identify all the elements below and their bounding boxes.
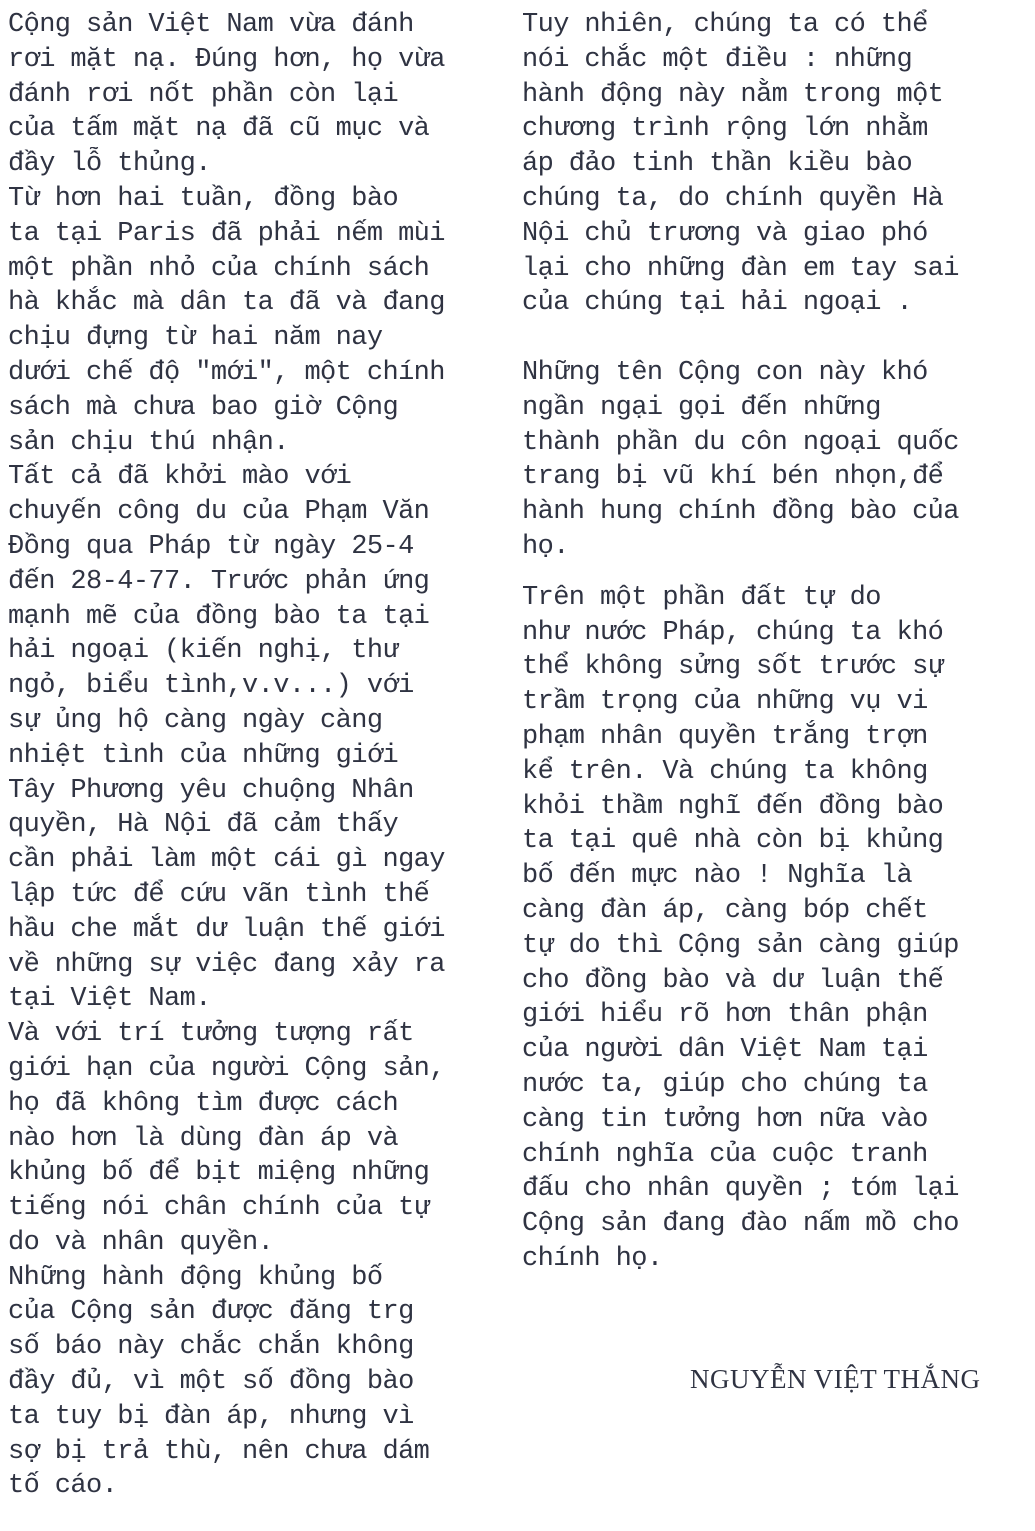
- text-line: ta tuy bị đàn áp, nhưng vì: [8, 1401, 414, 1432]
- text-line: ngần ngại gọi đến những: [522, 392, 881, 423]
- paragraph-terror: [8, 1261, 486, 1505]
- text-line: của tấm mặt nạ đã cũ mục và: [8, 114, 430, 145]
- text-line: hầu che mắt dư luận thế giới: [8, 914, 445, 945]
- text-line: nhiệt tình của những giới: [8, 740, 399, 771]
- text-line: ta tại Paris đã phải nếm mùi: [8, 218, 445, 249]
- text-line: áp đảo tinh thần kiều bào: [522, 149, 913, 180]
- text-line: đánh rơi nốt phần còn lại: [8, 79, 399, 110]
- text-line: của chúng tại hải ngoại .: [522, 288, 913, 319]
- text-line: trầm trọng của những vụ vi: [522, 687, 928, 718]
- text-line: một phần nhỏ của chính sách: [8, 253, 430, 284]
- text-line: Cộng sản Việt Nam vừa đánh: [8, 10, 414, 40]
- text-line: hành hung chính đồng bào của: [522, 497, 959, 528]
- paragraph-conclusion: [522, 581, 1004, 1277]
- text-line: Và với trí tưởng tượng rất: [8, 1019, 414, 1050]
- text-line: mạnh mẽ của đồng bào ta tại: [8, 601, 430, 632]
- text-line: đấu cho nhân quyền ; tóm lại: [522, 1174, 959, 1205]
- text-line: nước ta, giúp cho chúng ta: [522, 1069, 928, 1100]
- text-line: họ.: [522, 531, 569, 562]
- text-line: chính họ.: [522, 1243, 663, 1274]
- text-line: tiếng nói chân chính của tự: [8, 1193, 430, 1224]
- text-line: đầy đủ, vì một số đồng bào: [8, 1367, 414, 1398]
- text-line: thành phần du côn ngoại quốc: [522, 427, 959, 458]
- text-line: ta tại quê nhà còn bị khủng: [522, 826, 944, 857]
- text-line: Tất cả đã khởi mào với: [8, 462, 352, 493]
- text-line: của người dân Việt Nam tại: [522, 1035, 928, 1066]
- text-line: như nước Pháp, chúng ta khó: [522, 617, 944, 648]
- paragraph-visit: [8, 460, 486, 1017]
- text-line: đầy lỗ thủng.: [8, 149, 211, 180]
- text-line: phạm nhân quyền trắng trợn: [522, 721, 928, 752]
- text-line: sự ủng hộ càng ngày càng: [8, 705, 383, 736]
- text-line: sản chịu thú nhận.: [8, 427, 289, 458]
- text-line: sách mà chưa bao giờ Cộng: [8, 392, 399, 423]
- text-line: quyền, Hà Nội đã cảm thấy: [8, 810, 399, 841]
- paragraph-program: [522, 8, 1004, 321]
- paragraph-paris: [8, 182, 486, 460]
- text-line: chính nghĩa của cuộc tranh: [522, 1139, 928, 1170]
- text-line: hải ngoại (kiến nghị, thư: [8, 636, 399, 667]
- text-line: hành động này nằm trong một: [522, 79, 944, 110]
- text-line: dưới chế độ "mới", một chính: [8, 357, 445, 388]
- text-line: thể không sửng sốt trước sự: [522, 652, 944, 683]
- text-line: của Cộng sản được đăng trg: [8, 1297, 414, 1328]
- text-line: nào hơn là dùng đàn áp và: [8, 1123, 399, 1154]
- text-line: sợ bị trả thù, nên chưa dám: [8, 1436, 430, 1467]
- text-line: Những hành động khủng bố: [8, 1262, 383, 1293]
- text-line: chuyến công du của Phạm Văn: [8, 497, 430, 528]
- text-line: giới hạn của người Cộng sản,: [8, 1053, 445, 1084]
- paragraph-intro: [8, 8, 486, 182]
- text-line: tố cáo.: [8, 1471, 118, 1502]
- text-line: lại cho những đàn em tay sai: [522, 253, 959, 284]
- right-column: [522, 8, 1004, 1277]
- text-line: giới hiểu rõ hơn thân phận: [522, 1000, 928, 1031]
- text-line: Tuy nhiên, chúng ta có thể: [522, 10, 928, 40]
- text-line: chương trình rộng lớn nhằm: [522, 114, 928, 145]
- paragraph-gap: [522, 321, 1004, 356]
- text-line: cho đồng bào và dư luận thế: [522, 965, 944, 996]
- text-line: hà khắc mà dân ta đã và đang: [8, 288, 445, 319]
- text-line: Những tên Cộng con này khó: [522, 357, 928, 388]
- text-line: rơi mặt nạ. Đúng hơn, họ vừa: [8, 44, 445, 75]
- left-column: [8, 8, 486, 1504]
- text-line: chịu đựng từ hai năm nay: [8, 323, 383, 354]
- text-line: Trên một phần đất tự do: [522, 582, 881, 613]
- text-line: lập tức để cứu vãn tình thế: [8, 879, 430, 910]
- text-line: kể trên. Và chúng ta không: [522, 756, 928, 787]
- text-line: đến 28-4-77. Trước phản ứng: [8, 566, 430, 597]
- author-signature: NGUYỄN VIỆT THẮNG: [690, 1364, 981, 1394]
- text-line: chúng ta, do chính quyền Hà: [522, 183, 944, 214]
- text-line: nói chắc một điều : những: [522, 44, 913, 75]
- text-line: càng đàn áp, càng bóp chết: [522, 895, 928, 926]
- text-line: khủng bố để bịt miệng những: [8, 1158, 430, 1189]
- text-line: do và nhân quyền.: [8, 1227, 274, 1258]
- text-line: Cộng sản đang đào nấm mồ cho: [522, 1209, 959, 1240]
- text-line: càng tin tưởng hơn nữa vào: [522, 1104, 928, 1135]
- text-line: tự do thì Cộng sản càng giúp: [522, 930, 959, 961]
- text-line: ngỏ, biểu tình,v.v...) với: [8, 671, 414, 702]
- text-line: Từ hơn hai tuần, đồng bào: [8, 183, 399, 214]
- text-line: tại Việt Nam.: [8, 984, 211, 1015]
- paragraph-thugs: [522, 356, 1004, 565]
- paragraph-gap: [522, 565, 1004, 581]
- text-line: cần phải làm một cái gì ngay: [8, 845, 445, 876]
- paragraph-repression: [8, 1017, 486, 1261]
- text-line: trang bị vũ khí bén nhọn,để: [522, 462, 944, 493]
- text-line: họ đã không tìm được cách: [8, 1088, 399, 1119]
- text-line: bố đến mực nào ! Nghĩa là: [522, 861, 913, 892]
- text-line: Đồng qua Pháp từ ngày 25-4: [8, 531, 414, 562]
- text-line: Tây Phương yêu chuộng Nhân: [8, 775, 414, 806]
- text-line: về những sự việc đang xảy ra: [8, 949, 445, 980]
- text-line: số báo này chắc chắn không: [8, 1332, 414, 1363]
- text-line: khỏi thầm nghĩ đến đồng bào: [522, 791, 944, 822]
- text-line: Nội chủ trương và giao phó: [522, 218, 928, 249]
